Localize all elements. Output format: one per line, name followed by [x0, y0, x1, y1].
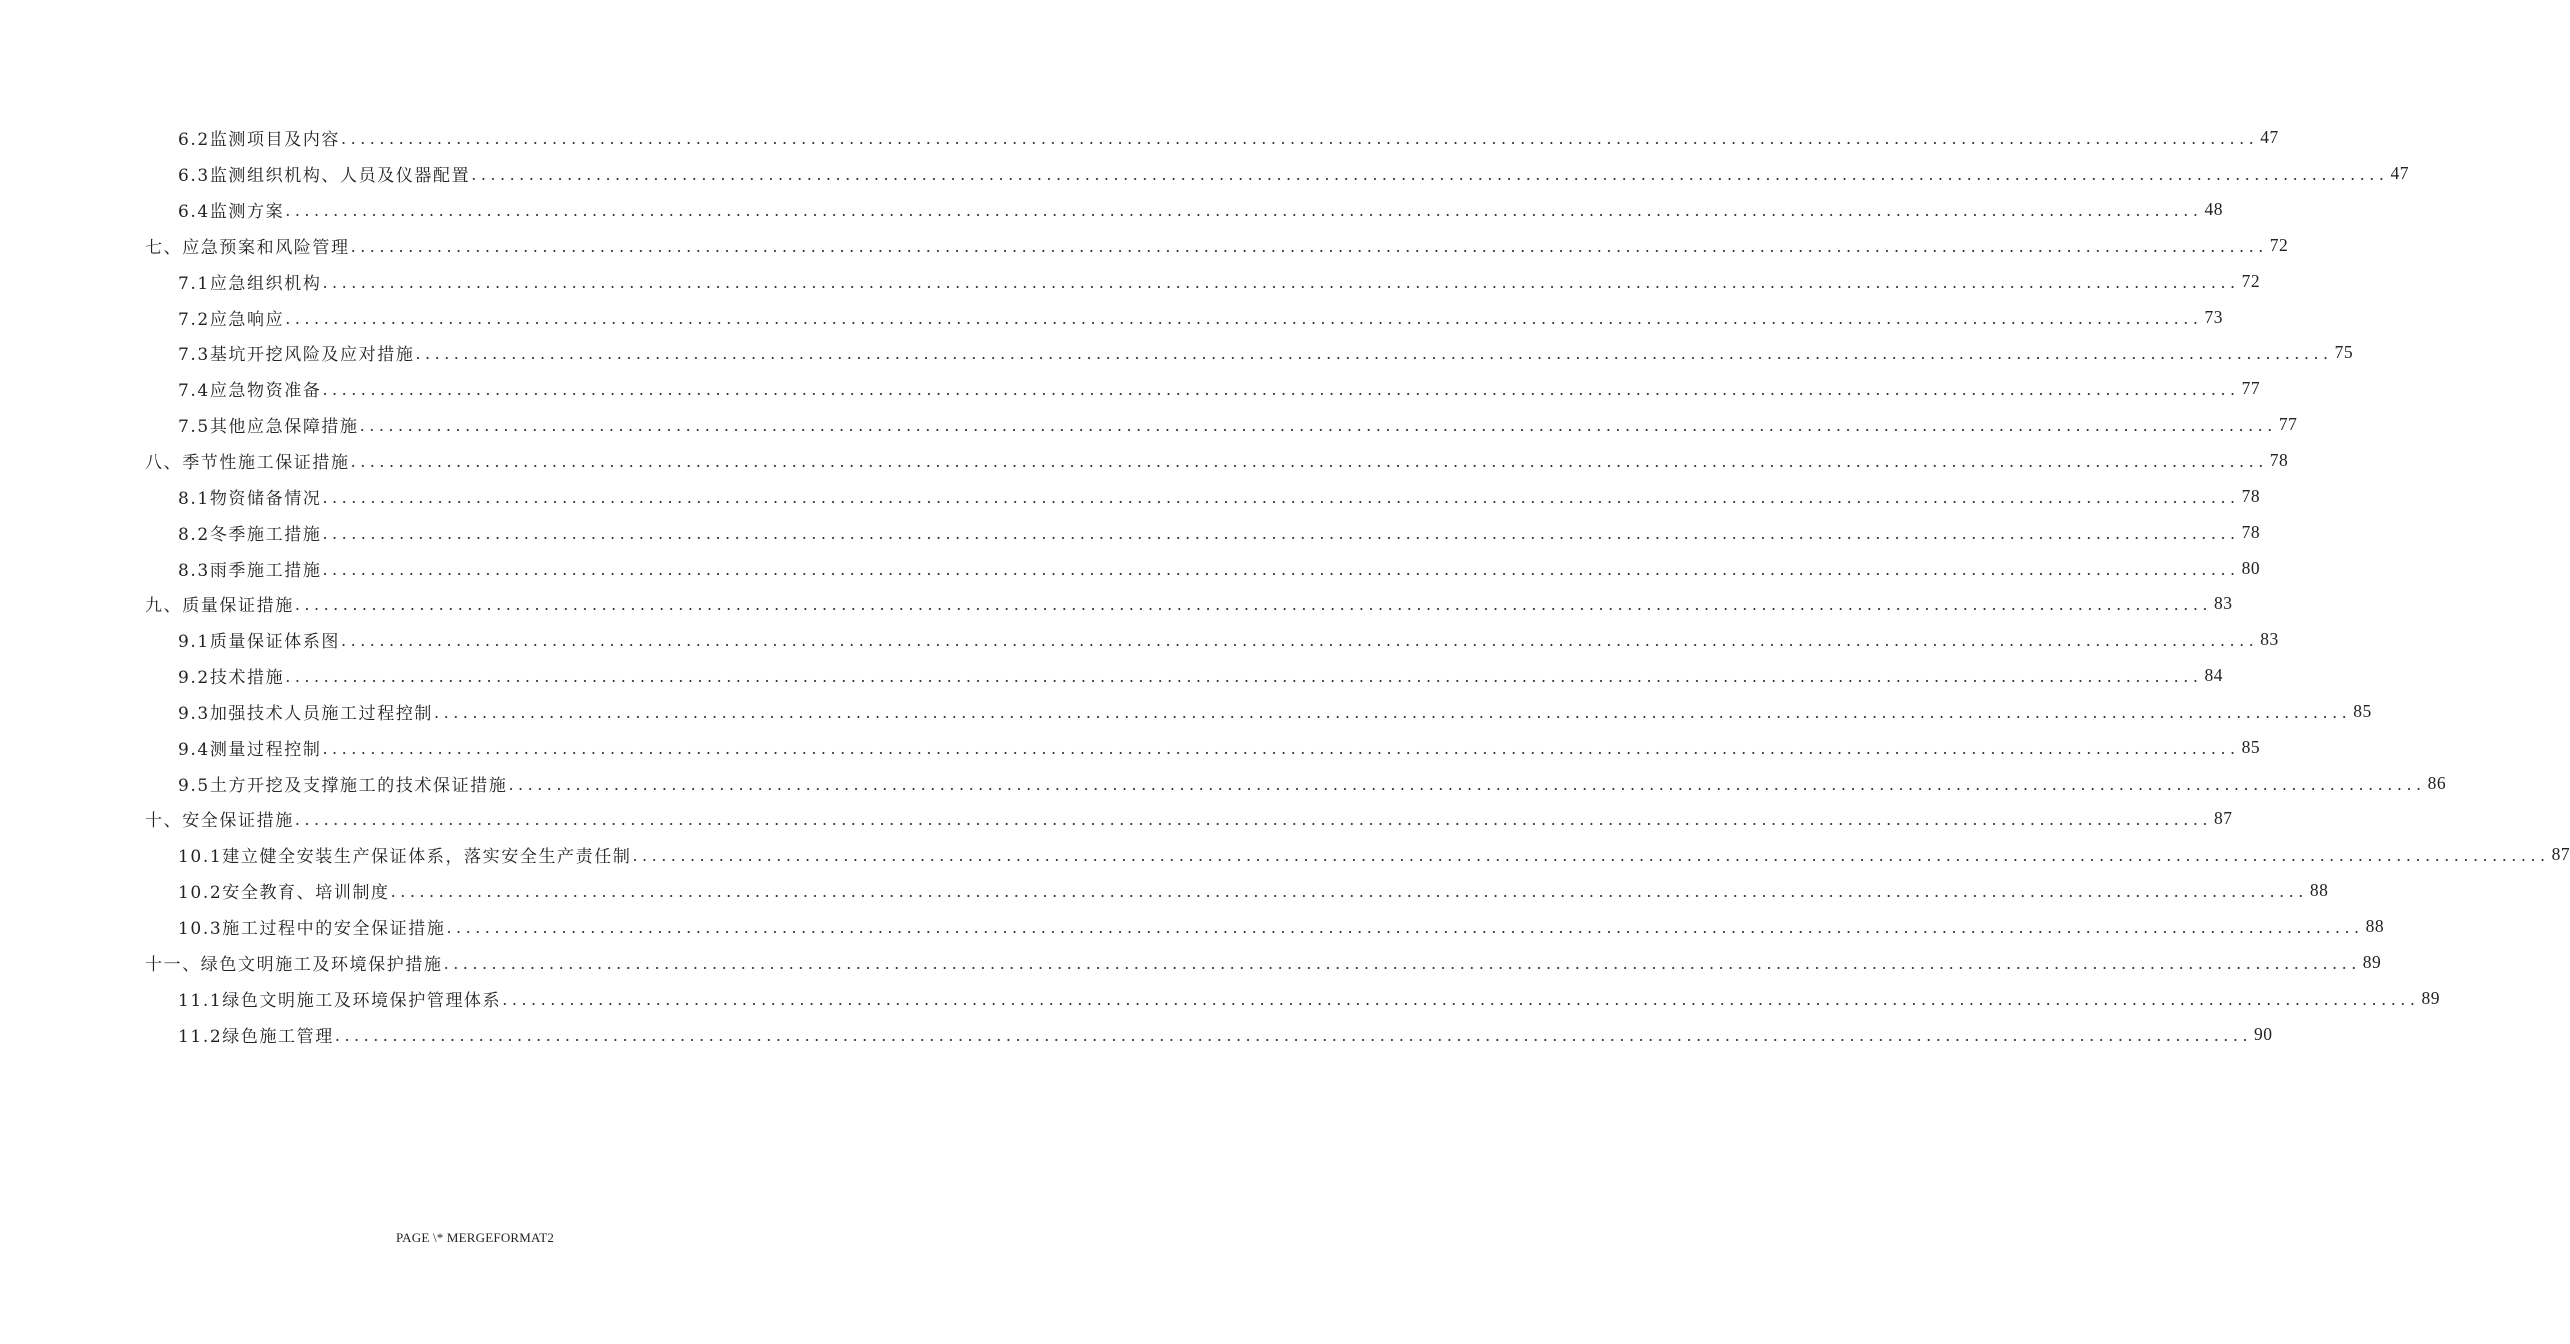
toc-dot-leader: ........................................................................................................................................................................................................: [434, 702, 2352, 722]
toc-entry-title: 7.5其他应急保障措施: [178, 412, 359, 437]
toc-entry[interactable]: [0, 658, 2223, 694]
toc-dot-leader: ........................................................................................................................................................................................................: [350, 452, 2268, 472]
toc-entry[interactable]: [0, 765, 2447, 801]
toc-entry-page-number: 72: [2241, 270, 2261, 291]
toc-entry-title: 九、质量保证措施: [145, 591, 294, 616]
page-footer: [0, 1230, 950, 1246]
toc-entry-page-number: 83: [2260, 629, 2279, 650]
toc-entry-page-number: 87: [2551, 844, 2570, 865]
toc-entry-title: 7.2应急响应: [178, 305, 284, 330]
toc-entry[interactable]: [0, 837, 2570, 873]
toc-dot-leader: ........................................................................................................................................................................................................: [443, 953, 2361, 973]
toc-entry-title: 7.1应急组织机构: [178, 269, 321, 294]
toc-entry[interactable]: [0, 909, 2385, 945]
toc-dot-leader: ........................................................................................................................................................................................................: [322, 559, 2240, 579]
toc-dot-leader: ........................................................................................................................................................................................................: [341, 631, 2259, 651]
toc-entry-page-number: 78: [2269, 450, 2289, 471]
toc-dot-leader: ........................................................................................................................................................................................................: [350, 236, 2268, 256]
toc-dot-leader: ........................................................................................................................................................................................................: [446, 917, 2364, 937]
toc-entry-page-number: 47: [2390, 163, 2409, 184]
toc-entry[interactable]: [0, 192, 2223, 228]
toc-entry-page-number: 88: [2309, 880, 2329, 901]
toc-entry[interactable]: [0, 263, 2261, 299]
toc-dot-leader: ........................................................................................................................................................................................................: [390, 882, 2308, 902]
toc-entry[interactable]: [0, 980, 2440, 1016]
toc-entry-page-number: 87: [2214, 808, 2233, 829]
toc-entry-title: 8.3雨季施工措施: [178, 556, 321, 581]
toc-entry-title: 7.4应急物资准备: [178, 376, 321, 401]
toc-dot-leader: ........................................................................................................................................................................................................: [502, 989, 2420, 1009]
toc-dot-leader: ........................................................................................................................................................................................................: [285, 308, 2203, 328]
toc-entry[interactable]: [0, 694, 2372, 730]
toc-entry[interactable]: [0, 514, 2261, 550]
toc-entry-page-number: 88: [2365, 915, 2385, 936]
toc-entry-page-number: 90: [2254, 1023, 2273, 1044]
toc-entry-page-number: 86: [2427, 772, 2447, 793]
toc-dot-leader: ........................................................................................................................................................................................................: [322, 487, 2240, 507]
toc-entry-title: 11.2绿色施工管理: [178, 1022, 334, 1047]
toc-entry-page-number: 73: [2204, 306, 2223, 327]
toc-dot-leader: ........................................................................................................................................................................................................: [334, 1025, 2253, 1045]
toc-entry-title: 7.3基坑开挖风险及应对措施: [178, 340, 414, 365]
toc-entry-title: 6.2监测项目及内容: [178, 125, 340, 150]
toc-entry[interactable]: [0, 729, 2261, 765]
toc-dot-leader: ........................................................................................................................................................................................................: [322, 380, 2240, 400]
footer-page-field: PAGE \* MERGEFORMAT2: [395, 1230, 555, 1245]
toc-entry-page-number: 77: [2241, 378, 2261, 399]
toc-entry-page-number: 85: [2353, 700, 2372, 721]
toc-entry[interactable]: [0, 944, 2382, 980]
toc-entry-page-number: 72: [2269, 234, 2289, 255]
toc-dot-leader: ........................................................................................................................................................................................................: [285, 667, 2203, 687]
toc-dot-leader: ........................................................................................................................................................................................................: [415, 344, 2333, 364]
toc-entry-title: 8.2冬季施工措施: [178, 520, 321, 545]
toc-entry[interactable]: [0, 586, 2233, 622]
toc-entry-page-number: 80: [2241, 557, 2261, 578]
toc-entry-title: 十一、绿色文明施工及环境保护措施: [145, 950, 443, 975]
toc-entry[interactable]: [0, 478, 2261, 514]
toc-dot-leader: ........................................................................................................................................................................................................: [285, 201, 2203, 221]
toc-entry-page-number: 83: [2214, 593, 2233, 614]
toc-entry-page-number: 75: [2334, 342, 2354, 363]
toc-entry[interactable]: [0, 335, 2354, 371]
toc-entry-title: 10.1建立健全安装生产保证体系，落实安全生产责任制: [178, 842, 631, 867]
toc-entry-title: 9.3加强技术人员施工过程控制: [178, 699, 433, 724]
toc-entry[interactable]: [0, 299, 2223, 335]
toc-entry[interactable]: [0, 873, 2329, 909]
toc-entry-title: 9.2技术措施: [178, 663, 284, 688]
toc-dot-leader: ........................................................................................................................................................................................................: [294, 595, 2212, 615]
toc-entry-page-number: 78: [2241, 485, 2261, 506]
toc-entry-page-number: 77: [2278, 414, 2298, 435]
toc-dot-leader: ........................................................................................................................................................................................................: [341, 129, 2259, 149]
toc-dot-leader: ........................................................................................................................................................................................................: [359, 416, 2277, 436]
table-of-contents: [0, 120, 2570, 1052]
toc-entry[interactable]: [0, 156, 2409, 192]
toc-entry-title: 11.1绿色文明施工及环境保护管理体系: [178, 986, 501, 1011]
toc-entry-title: 七、应急预案和风险管理: [145, 233, 350, 258]
toc-dot-leader: ........................................................................................................................................................................................................: [322, 738, 2240, 758]
toc-entry-page-number: 47: [2260, 127, 2279, 148]
toc-entry-title: 9.1质量保证体系图: [178, 627, 340, 652]
toc-dot-leader: ........................................................................................................................................................................................................: [294, 810, 2212, 830]
toc-entry-title: 十、安全保证措施: [145, 806, 294, 831]
toc-entry-page-number: 89: [2421, 987, 2440, 1008]
toc-entry[interactable]: [0, 228, 2289, 264]
toc-entry[interactable]: [0, 443, 2289, 479]
toc-dot-leader: ........................................................................................................................................................................................................: [508, 774, 2426, 794]
toc-entry[interactable]: [0, 801, 2233, 837]
toc-dot-leader: ........................................................................................................................................................................................................: [471, 165, 2389, 185]
toc-entry-page-number: 84: [2204, 665, 2223, 686]
toc-entry-title: 9.4测量过程控制: [178, 735, 321, 760]
toc-entry-title: 9.5土方开挖及支撑施工的技术保证措施: [178, 771, 507, 796]
toc-dot-leader: ........................................................................................................................................................................................................: [322, 272, 2240, 292]
toc-entry-title: 10.2安全教育、培训制度: [178, 878, 390, 903]
toc-entry[interactable]: [0, 550, 2261, 586]
toc-entry-title: 8.1物资储备情况: [178, 484, 321, 509]
toc-entry-title: 6.4监测方案: [178, 197, 284, 222]
toc-entry-title: 10.3施工过程中的安全保证措施: [178, 914, 445, 939]
toc-dot-leader: ........................................................................................................................................................................................................: [632, 846, 2550, 866]
toc-entry[interactable]: [0, 622, 2279, 658]
toc-entry-title: 八、季节性施工保证措施: [145, 448, 350, 473]
toc-entry[interactable]: [0, 407, 2298, 443]
toc-dot-leader: ........................................................................................................................................................................................................: [322, 523, 2240, 543]
toc-entry-page-number: 48: [2204, 199, 2223, 220]
toc-entry-page-number: 85: [2241, 736, 2261, 757]
toc-entry-page-number: 78: [2241, 521, 2261, 542]
toc-entry-page-number: 89: [2362, 951, 2382, 972]
toc-entry[interactable]: [0, 1016, 2273, 1052]
toc-entry-title: 6.3监测组织机构、人员及仪器配置: [178, 161, 470, 186]
toc-entry[interactable]: [0, 371, 2261, 407]
toc-entry[interactable]: [0, 120, 2279, 156]
